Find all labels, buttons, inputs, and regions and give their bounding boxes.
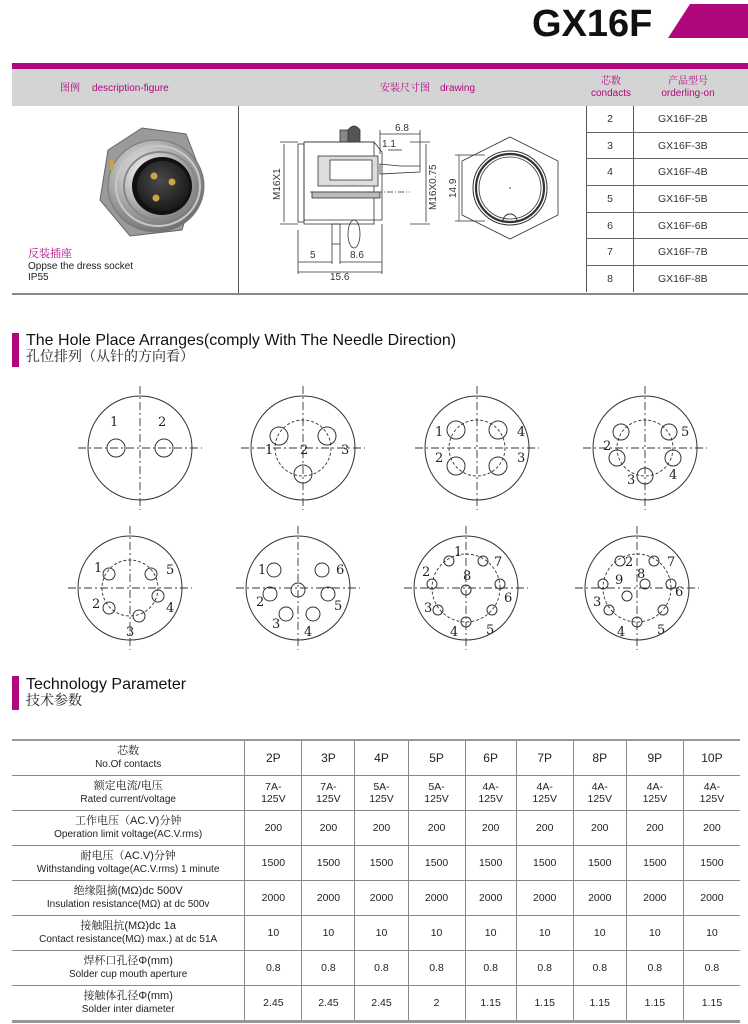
pin-number-label: 2 xyxy=(300,443,309,458)
param-value: 2000 xyxy=(573,881,626,916)
pin-number-label: 2 xyxy=(158,415,167,430)
pin-number-label: 8 xyxy=(463,569,472,584)
param-value: 0.8 xyxy=(626,951,683,986)
param-value: 2.45 xyxy=(302,986,355,1022)
pin-number-label: 2 xyxy=(92,597,101,612)
value-line: 4A- xyxy=(482,781,499,793)
pin-number-label: 1 xyxy=(454,545,463,560)
pin-hole xyxy=(622,591,632,601)
label-cn: 工作电压（AC.V)分钟 xyxy=(74,815,182,827)
param-value: 10 xyxy=(355,916,408,951)
pin-number-label: 3 xyxy=(341,443,350,458)
param-value: 200 xyxy=(465,811,516,846)
pin-number-label: 3 xyxy=(627,473,636,488)
pin-layout-diagram xyxy=(575,378,715,518)
value-line: 125V xyxy=(261,793,286,805)
param-row xyxy=(12,881,740,916)
tech-section-title-cn: 技术参数 xyxy=(26,692,82,708)
contacts-column-header: 7P xyxy=(516,740,573,776)
pin-number-label: 3 xyxy=(593,595,602,610)
param-label xyxy=(12,986,245,1022)
pin-number-label: 3 xyxy=(517,451,526,466)
label-en: Operation limit voltage(AC.V.rms) xyxy=(54,829,203,840)
drawing-en: drawing xyxy=(440,83,476,94)
product-name-cn: 反装插座 xyxy=(28,248,72,260)
contacts-count: 3 xyxy=(587,132,634,159)
param-value: 1.15 xyxy=(626,986,683,1022)
contacts-column-header: 8P xyxy=(573,740,626,776)
pin-hole xyxy=(489,457,507,475)
contacts-column-header: 10P xyxy=(683,740,740,776)
value-line: 125V xyxy=(642,793,668,805)
contacts-count: 4 xyxy=(587,159,634,186)
param-value xyxy=(573,776,626,811)
pin-number-label: 1 xyxy=(110,415,119,430)
param-value: 0.8 xyxy=(355,951,408,986)
model-row xyxy=(587,132,748,159)
pin-number-label: 7 xyxy=(494,555,503,570)
param-value: 200 xyxy=(626,811,683,846)
param-label xyxy=(12,881,245,916)
pin-number-label: 4 xyxy=(304,625,313,640)
value-line: 125V xyxy=(316,793,341,805)
param-value: 200 xyxy=(302,811,355,846)
param-row xyxy=(12,951,740,986)
column-divider xyxy=(238,106,239,293)
pin-number-label: 2 xyxy=(435,451,444,466)
label-en: Insulation resistance(MΩ) at dc 500v xyxy=(46,899,210,910)
param-value: 1500 xyxy=(355,846,408,881)
pin-hole xyxy=(658,605,668,615)
param-value: 1500 xyxy=(683,846,740,881)
pin-number-label: 4 xyxy=(450,625,459,640)
param-value xyxy=(683,776,740,811)
contacts-count: 8 xyxy=(587,266,634,292)
pin-number-label: 8 xyxy=(637,567,646,582)
param-value: 2.45 xyxy=(355,986,408,1022)
param-value: 2000 xyxy=(408,881,465,916)
hole-section-title-cn: 孔位排列（从针的方向看） xyxy=(26,348,194,364)
pin-hole xyxy=(609,450,625,466)
pin-number-label: 3 xyxy=(424,601,433,616)
param-value: 10 xyxy=(302,916,355,951)
pin-number-label: 2 xyxy=(422,565,431,580)
param-label xyxy=(12,916,245,951)
parameter-table xyxy=(12,739,740,1023)
param-value: 2000 xyxy=(302,881,355,916)
value-line: 5A- xyxy=(428,781,445,793)
param-label xyxy=(12,811,245,846)
pin-hole xyxy=(613,424,629,440)
contacts-column-header: 6P xyxy=(465,740,516,776)
product-name-en xyxy=(28,261,133,283)
param-value xyxy=(302,776,355,811)
param-value: 10 xyxy=(573,916,626,951)
pin-hole xyxy=(315,563,329,577)
model-row xyxy=(587,106,748,132)
param-value: 2000 xyxy=(683,881,740,916)
param-value: 200 xyxy=(355,811,408,846)
param-value xyxy=(355,776,408,811)
value-line: 125V xyxy=(369,793,394,805)
drawing-cn: 安装尺寸图 xyxy=(380,83,430,94)
label-en: Withstanding voltage(AC.V.rms) 1 minute xyxy=(36,864,220,875)
title-accent-tab xyxy=(668,4,748,38)
pin-number-label: 4 xyxy=(669,468,678,483)
param-value: 10 xyxy=(245,916,302,951)
param-value: 200 xyxy=(573,811,626,846)
pin-layout-diagram xyxy=(228,518,368,658)
dim-top-total: 6.8 xyxy=(395,123,409,134)
param-row xyxy=(12,986,740,1022)
model-number: GX16F-3B xyxy=(634,132,748,159)
pin-hole xyxy=(103,602,115,614)
param-value: 200 xyxy=(516,811,573,846)
pin-number-label: 3 xyxy=(126,625,135,640)
pin-hole xyxy=(267,563,281,577)
param-value: 1500 xyxy=(626,846,683,881)
model-row xyxy=(587,239,748,266)
param-value: 1.15 xyxy=(465,986,516,1022)
value-line: 4A- xyxy=(703,781,721,793)
section-marker xyxy=(12,333,19,367)
pin-hole xyxy=(665,450,681,466)
model-number: GX16F-7B xyxy=(634,239,748,266)
param-value xyxy=(408,776,465,811)
model-number: GX16F-4B xyxy=(634,159,748,186)
pin-layout-diagram xyxy=(396,518,536,658)
param-value xyxy=(626,776,683,811)
dim-top-small: 1.1 xyxy=(382,139,396,150)
pin-number-label: 2 xyxy=(603,439,612,454)
param-value: 0.8 xyxy=(408,951,465,986)
param-value: 2000 xyxy=(626,881,683,916)
front-view-drawing xyxy=(445,135,575,245)
pin-hole xyxy=(321,587,335,601)
param-value: 2000 xyxy=(465,881,516,916)
label-en: No.Of contacts xyxy=(95,759,162,770)
pin-number-label: 5 xyxy=(486,623,495,638)
product-title: GX16F xyxy=(532,3,653,45)
pin-number-label: 2 xyxy=(625,555,634,570)
param-row xyxy=(12,846,740,881)
value-line: 4A- xyxy=(646,781,663,793)
pin-number-label: 4 xyxy=(517,425,526,440)
label-cn: 绝缘阻摘(MΩ)dc 500V xyxy=(73,885,183,897)
contacts-heading xyxy=(586,76,636,100)
pin-number-label: 5 xyxy=(166,563,175,578)
label-en: Solder inter diameter xyxy=(81,1004,175,1015)
param-value: 10 xyxy=(683,916,740,951)
param-label xyxy=(12,776,245,811)
value-line: 4A- xyxy=(591,781,608,793)
value-line: 7A- xyxy=(265,781,282,793)
param-row xyxy=(12,776,740,811)
model-row xyxy=(587,159,748,186)
pin-hole xyxy=(318,427,336,445)
param-value xyxy=(245,776,302,811)
param-value: 0.8 xyxy=(465,951,516,986)
param-value: 10 xyxy=(408,916,465,951)
pin-hole xyxy=(263,587,277,601)
param-value: 10 xyxy=(516,916,573,951)
description-figure-heading xyxy=(60,83,169,95)
param-value: 2 xyxy=(408,986,465,1022)
side-view-drawing xyxy=(270,112,440,282)
param-value: 2.45 xyxy=(245,986,302,1022)
pin-number-label: 5 xyxy=(334,599,343,614)
param-row xyxy=(12,916,740,951)
param-value: 0.8 xyxy=(245,951,302,986)
param-value: 0.8 xyxy=(573,951,626,986)
pin-hole xyxy=(487,605,497,615)
value-line: 125V xyxy=(478,793,503,805)
contacts-count: 2 xyxy=(587,106,634,132)
value-line: 7A- xyxy=(320,781,337,793)
drawing-heading xyxy=(380,83,475,95)
pin-number-label: 9 xyxy=(615,573,624,588)
pin-hole xyxy=(447,457,465,475)
ip-rating: IP55 xyxy=(28,272,49,283)
param-label xyxy=(12,740,245,776)
contacts-count: 5 xyxy=(587,186,634,213)
param-value: 1500 xyxy=(516,846,573,881)
pin-number-label: 4 xyxy=(166,601,175,616)
value-line: 125V xyxy=(424,793,449,805)
param-value: 2000 xyxy=(355,881,408,916)
model-number: GX16F-6B xyxy=(634,212,748,239)
dim-bottom-total: 15.6 xyxy=(330,272,350,282)
pin-layout-diagram xyxy=(70,378,210,518)
contacts-column-header: 3P xyxy=(302,740,355,776)
label-cn: 焊杯口孔径Φ(mm) xyxy=(83,955,173,967)
label-en: Rated current/voltage xyxy=(80,794,176,805)
dim-front-height: 14.9 xyxy=(448,178,459,198)
param-value: 1.15 xyxy=(683,986,740,1022)
model-table xyxy=(586,106,748,292)
label-cn: 耐电压（AC.V)分钟 xyxy=(80,850,176,862)
ordering-heading xyxy=(648,76,728,100)
param-label xyxy=(12,846,245,881)
pin-layout-diagram xyxy=(233,378,373,518)
param-value: 2000 xyxy=(516,881,573,916)
contacts-count: 6 xyxy=(587,212,634,239)
param-value: 10 xyxy=(465,916,516,951)
value-line: 125V xyxy=(587,793,613,805)
connector-socket-photo xyxy=(90,120,220,250)
param-value: 200 xyxy=(245,811,302,846)
model-row xyxy=(587,186,748,213)
pin-number-label: 2 xyxy=(256,595,265,610)
value-line: 125V xyxy=(699,793,725,805)
label-cn: 芯数 xyxy=(117,745,140,757)
param-value: 200 xyxy=(683,811,740,846)
contacts-en: condacts xyxy=(590,88,632,99)
param-value: 200 xyxy=(408,811,465,846)
param-value: 10 xyxy=(626,916,683,951)
pin-number-label: 1 xyxy=(94,561,103,576)
pin-hole xyxy=(279,607,293,621)
dim-bottom-b: 8.6 xyxy=(350,250,364,261)
pin-layout-diagram xyxy=(60,518,200,658)
pin-number-label: 6 xyxy=(504,591,513,606)
pin-number-label: 5 xyxy=(657,623,666,638)
param-value: 1500 xyxy=(573,846,626,881)
param-header-row xyxy=(12,740,740,776)
param-value: 1500 xyxy=(302,846,355,881)
label-en: Contact resistance(MΩ) max.) at dc 51A xyxy=(39,934,218,945)
pin-hole xyxy=(661,424,677,440)
pin-number-label: 4 xyxy=(617,625,626,640)
pin-number-label: 6 xyxy=(336,563,345,578)
model-number: GX16F-5B xyxy=(634,186,748,213)
desc-cn: 图例 xyxy=(60,83,80,94)
value-line: 5A- xyxy=(373,781,390,793)
model-number: GX16F-2B xyxy=(634,106,748,132)
hole-section-title-en: The Hole Place Arranges(comply With The Needle Direction) xyxy=(26,332,457,349)
pin-number-label: 1 xyxy=(435,425,444,440)
pin-number-label: 3 xyxy=(272,617,281,632)
dim-bottom-a: 5 xyxy=(310,250,316,261)
pin-hole xyxy=(133,610,145,622)
pin-number-label: 7 xyxy=(667,555,676,570)
param-value: 0.8 xyxy=(683,951,740,986)
pin-number-label: 6 xyxy=(675,585,684,600)
tech-section-title-en: Technology Parameter xyxy=(26,676,187,693)
pin-number-label: 5 xyxy=(681,425,690,440)
param-value: 0.8 xyxy=(302,951,355,986)
desc-en: description-figure xyxy=(92,83,169,94)
param-value xyxy=(465,776,516,811)
value-line: 125V xyxy=(532,793,557,805)
section-marker xyxy=(12,676,19,710)
order-cn: 产品型号 xyxy=(668,76,708,87)
pin-layout-diagram xyxy=(567,518,707,658)
model-number: GX16F-8B xyxy=(658,272,708,285)
pin-number-label: 1 xyxy=(265,443,274,458)
model-row xyxy=(587,266,748,292)
param-value: 1500 xyxy=(465,846,516,881)
pin-number-label: 1 xyxy=(258,563,267,578)
label-cn: 额定电流/电压 xyxy=(93,780,163,792)
param-value: 1.15 xyxy=(573,986,626,1022)
pin-hole xyxy=(152,590,164,602)
contacts-column-header: 4P xyxy=(355,740,408,776)
contacts-count: 7 xyxy=(587,239,634,266)
param-value: 1.15 xyxy=(516,986,573,1022)
param-value: 2000 xyxy=(245,881,302,916)
pin-hole xyxy=(306,607,320,621)
label-en: Solder cup mouth aperture xyxy=(68,969,188,980)
dim-left-thread: M16X1 xyxy=(272,168,283,200)
contacts-column-header: 2P xyxy=(245,740,302,776)
param-value: 1500 xyxy=(408,846,465,881)
dim-right-thread: M16X0.75 xyxy=(428,164,439,210)
value-line: 4A- xyxy=(536,781,553,793)
model-row xyxy=(587,212,748,239)
contacts-column-header: 9P xyxy=(626,740,683,776)
label-cn: 接触体孔径Φ(mm) xyxy=(83,990,173,1002)
param-row xyxy=(12,811,740,846)
contacts-cn: 芯数 xyxy=(601,76,621,87)
product-description: Oppse the dress socket xyxy=(28,261,134,272)
order-en: orderling-on xyxy=(661,88,715,99)
contacts-column-header: 5P xyxy=(408,740,465,776)
param-value: 1500 xyxy=(245,846,302,881)
param-value: 0.8 xyxy=(516,951,573,986)
param-label xyxy=(12,951,245,986)
pin-layout-diagram xyxy=(407,378,547,518)
param-value xyxy=(516,776,573,811)
label-cn: 接触阻抗(MΩ)dc 1a xyxy=(80,920,176,932)
